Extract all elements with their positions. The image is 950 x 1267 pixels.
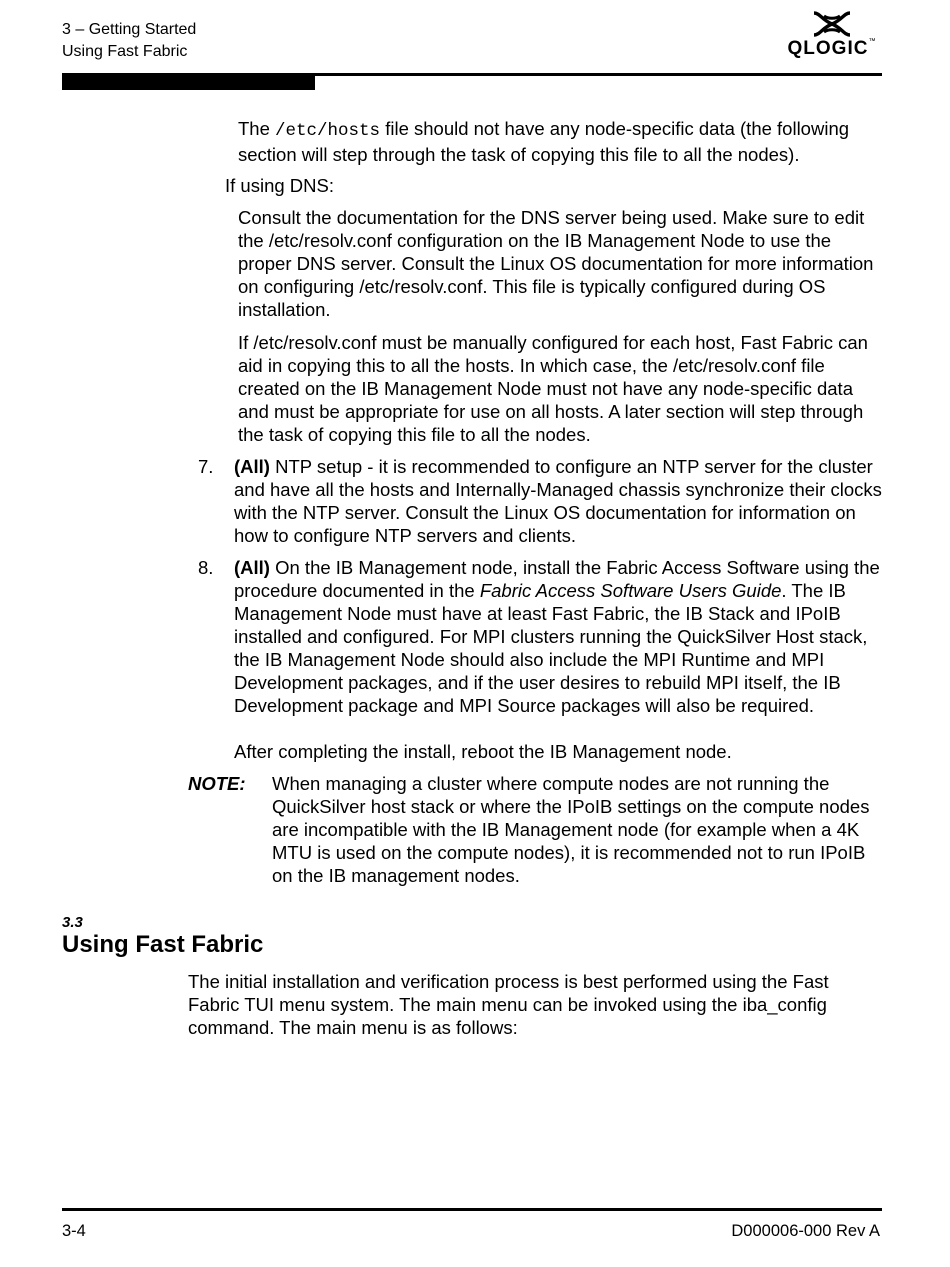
running-header xyxy=(62,19,196,63)
dns-paragraphs xyxy=(238,206,882,446)
note-label: NOTE: xyxy=(188,773,246,794)
header-chapter: 3 – Getting Started xyxy=(62,21,197,38)
logo-wordmark: QLOGIC xyxy=(787,38,869,59)
hosts-paragraph: The /etc/hosts file should not have any node-specific data (the following section will step through the task of copying this file to all the nodes). xyxy=(238,118,850,165)
step-number: 8. xyxy=(198,557,214,578)
step-number: 7. xyxy=(198,456,214,477)
qlogic-logo-mark-icon xyxy=(810,10,854,38)
after-install-text: After completing the install, reboot the IB Management node. xyxy=(234,741,732,762)
section-number: 3.3 xyxy=(62,914,83,931)
header-tab-bar xyxy=(62,76,315,90)
list-item-step-7: 7. (All) NTP setup - it is recommended to configure an NTP server for the cluster and have all the hosts and Internally-Managed chassis synchronize their clocks with the NTP server. Consult the Linux OS documentation for information on how to configure NTP servers and clients. xyxy=(198,456,882,546)
dns-paragraph-1: Consult the documentation for the DNS server being used. Make sure to edit the /etc/resolv.conf configuration on the IB Management Node to use the proper DNS server. Consult the Linux OS documentation for more information on configuring /etc/resolv.conf. This file is typically configured during OS installation. xyxy=(238,207,874,320)
page-number: 3-4 xyxy=(62,1222,86,1240)
document-id: D000006-000 Rev A xyxy=(731,1222,880,1240)
dns-label: If using DNS: xyxy=(225,175,334,196)
dns-paragraph-2: If /etc/resolv.conf must be manually configured for each host, Fast Fabric can aid in copying this to all the hosts. In which case, the /etc/resolv.conf file created on the IB Management Node must not have any node-specific data and must be appropriate for use on all hosts. A later section will step through the task of copying this file to all the nodes. xyxy=(238,332,868,445)
section-body: The initial installation and verification process is best performed using the Fast Fabric TUI menu system. The main menu can be invoked using the iba_config command. The main menu is as follows: xyxy=(188,971,829,1038)
header-section: Using Fast Fabric xyxy=(62,43,188,60)
guide-title: Fabric Access Software Users Guide xyxy=(479,580,782,601)
step-tag: (All) xyxy=(234,557,270,578)
hosts-filename: /etc/hosts xyxy=(275,121,381,141)
section-title: Using Fast Fabric xyxy=(62,931,264,958)
step-tag: (All) xyxy=(234,456,270,477)
qlogic-logo xyxy=(784,10,880,60)
footer-rule xyxy=(62,1208,882,1211)
note-box xyxy=(188,772,882,887)
logo-trademark: ™ xyxy=(868,38,877,45)
note-text: When managing a cluster where compute nodes are not running the QuickSilver host stack or where the IPoIB settings on the compute nodes are incompatible with the IB Management node (for example when a 4K MTU is used on the compute nodes), it is recommended not to run IPoIB on the IB management nodes. xyxy=(272,773,870,886)
list-item-step-8: 8. (All) On the IB Management node, install the Fabric Access Software using the procedure documented in the Fabric Access Software Users Guide. The IB Management Node must have at least Fast Fabric, the IB Stack and IPoIB installed and configured. For MPI clusters running the QuickSilver Host stack, the IB Management Node should also include the MPI Runtime and MPI Development packages, and if the user desires to rebuild MPI itself, the IB Development package and MPI Source packages will also be required. After completing the install, reboot the IB Management node. xyxy=(198,556,882,763)
